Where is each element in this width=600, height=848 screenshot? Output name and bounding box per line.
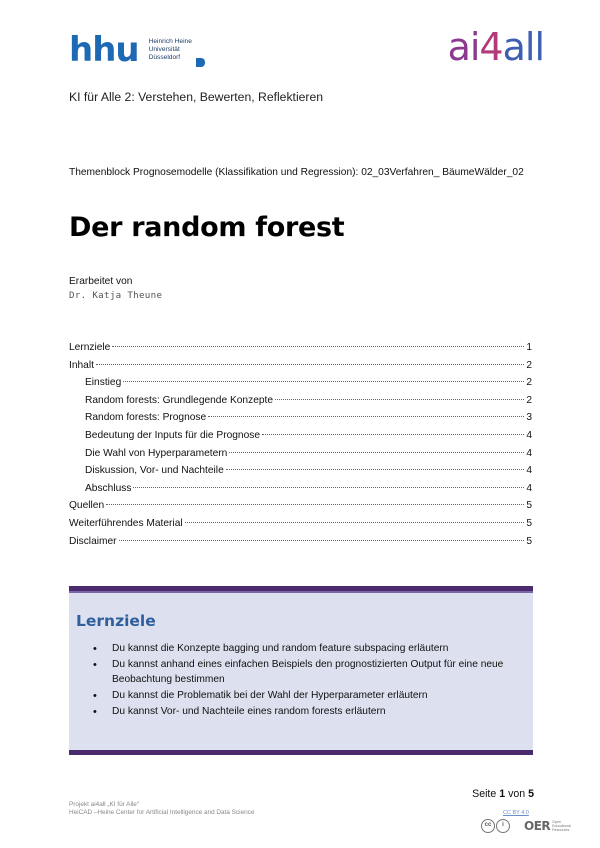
toc-entry[interactable]: [69, 342, 532, 360]
toc-entry[interactable]: [69, 448, 532, 466]
oer-logo: [524, 819, 571, 833]
toc-entry-page: 1: [526, 342, 532, 353]
toc-entry-label: Die Wahl von Hyperparametern: [85, 447, 228, 459]
toc-leader-dots: [185, 522, 525, 523]
learning-goal-item: • Du kannst die Konzepte bagging und random feature subspacing erläutern: [93, 642, 519, 657]
toc-entry[interactable]: [69, 377, 532, 395]
learning-goal-item: • Du kannst die Problematik bei der Wahl der Hyperparameter erläutern: [93, 689, 519, 704]
toc-entry[interactable]: [69, 536, 532, 554]
toc-entry-page: 4: [526, 482, 532, 494]
footer-project-info: Projekt ai4all „KI für Alle“ HeiCAD –Heine Center for Artificial Intelligence and Data Science: [69, 801, 255, 816]
toc-leader-dots: [112, 346, 524, 347]
toc-entry-page: 2: [526, 377, 532, 389]
toc-leader-dots: [96, 364, 524, 365]
toc-entry-page: 5: [526, 500, 532, 512]
toc-leader-dots: [208, 416, 524, 417]
toc-entry-page: 4: [526, 447, 532, 459]
author-label: Erarbeitet von: [69, 276, 133, 287]
toc-entry[interactable]: [69, 360, 532, 378]
topic-block-line: Themenblock Prognosemodelle (Klassifikation und Regression): 02_03Verfahren_ BäumeWälder_02: [69, 167, 524, 178]
hhu-logo-subtitle: Heinrich Heine Universität Düsseldorf: [148, 38, 192, 61]
toc-entry-label: Lernziele: [69, 342, 111, 353]
toc-entry[interactable]: [69, 500, 532, 518]
hhu-logo-wordmark: hhu: [69, 30, 139, 70]
toc-leader-dots: [226, 469, 525, 470]
toc-entry[interactable]: [69, 430, 532, 448]
toc-entry-label: Disclaimer: [69, 535, 117, 547]
toc-entry[interactable]: [69, 412, 532, 430]
table-of-contents: [69, 342, 532, 553]
learning-goals-list: [93, 642, 519, 721]
license-badges: [481, 819, 571, 833]
toc-entry-page: 5: [526, 535, 532, 547]
toc-entry-page: 2: [526, 359, 532, 371]
learning-goal-item: • Du kannst Vor- und Nachteile eines random forests erläutern: [93, 705, 519, 720]
toc-entry-label: Random forests: Prognose: [85, 412, 207, 424]
toc-entry[interactable]: [69, 465, 532, 483]
hhu-logo-mark-icon: [196, 58, 205, 67]
toc-entry-label: Abschluss: [85, 482, 132, 494]
toc-leader-dots: [229, 452, 524, 453]
toc-leader-dots: [133, 487, 524, 488]
ai4all-logo: ai4all: [447, 25, 544, 69]
toc-leader-dots: [275, 399, 524, 400]
toc-entry-label: Einstieg: [85, 377, 122, 389]
course-title: KI für Alle 2: Verstehen, Bewerten, Reflektieren: [69, 90, 324, 104]
toc-entry-label: Diskussion, Vor- und Nachteile: [85, 465, 224, 477]
learning-goals-box: [69, 586, 533, 755]
toc-entry-label: Weiterführendes Material: [69, 517, 183, 529]
page-number: Seite 1 von 5: [472, 788, 534, 800]
hhu-logo: [69, 32, 192, 68]
learning-goals-title: Lernziele: [76, 612, 156, 630]
toc-entry-page: 3: [526, 412, 532, 424]
learning-goal-item: • Du kannst anhand eines einfachen Beispiels den prognostizierten Output für eine neue Beobachtung bestimmen: [93, 658, 519, 687]
toc-entry-page: 4: [526, 465, 532, 477]
toc-leader-dots: [262, 434, 524, 435]
toc-leader-dots: [119, 540, 525, 541]
toc-leader-dots: [106, 504, 524, 505]
cc-by-badge[interactable]: [481, 819, 510, 833]
author-name: Dr. Katja Theune: [69, 290, 163, 301]
oer-logo-subtitle: Open Educational Resources: [552, 820, 571, 832]
toc-entry-label: Quellen: [69, 500, 105, 512]
toc-entry-label: Bedeutung der Inputs für die Prognose: [85, 429, 261, 441]
toc-entry[interactable]: [69, 483, 532, 501]
toc-entry[interactable]: [69, 518, 532, 536]
toc-entry[interactable]: [69, 395, 532, 413]
toc-entry-page: 4: [526, 429, 532, 441]
toc-entry-label: Random forests: Grundlegende Konzepte: [85, 394, 274, 406]
page-title: Der random forest: [69, 212, 345, 243]
toc-leader-dots: [123, 381, 524, 382]
toc-entry-page: 5: [526, 517, 532, 529]
creative-commons-icon: cc: [481, 819, 495, 833]
toc-entry-page: 2: [526, 394, 532, 406]
license-link[interactable]: CC BY 4.0: [503, 810, 529, 816]
attribution-icon: i: [496, 819, 510, 833]
toc-entry-label: Inhalt: [69, 359, 94, 371]
oer-logo-text: OER: [524, 819, 551, 833]
